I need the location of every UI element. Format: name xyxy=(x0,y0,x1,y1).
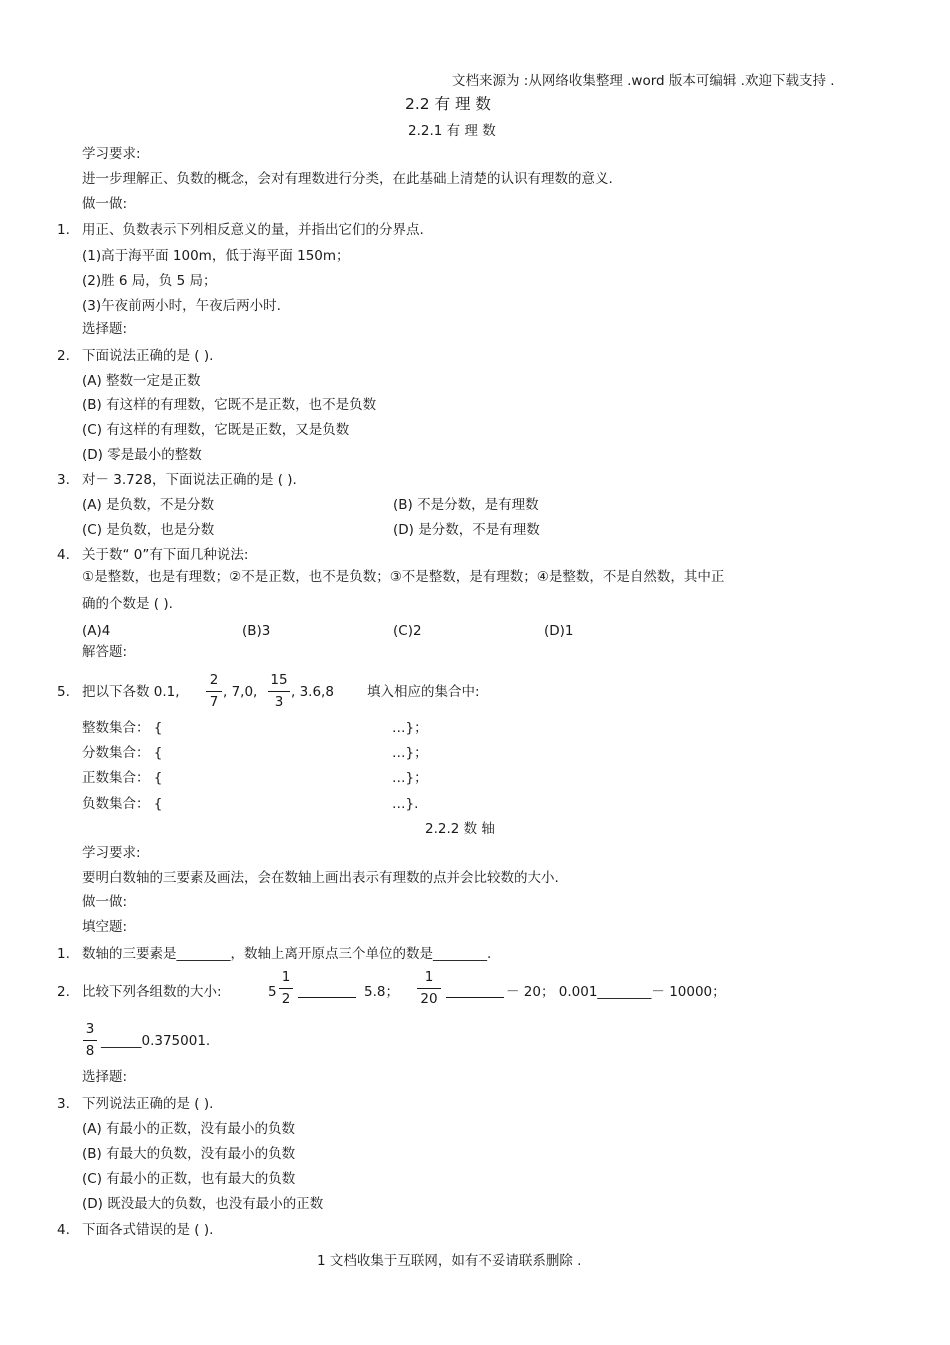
fraction-bar xyxy=(279,988,293,989)
fraction-3-8 xyxy=(83,1021,97,1060)
fraction-denominator: 7 xyxy=(209,694,219,710)
s1-q3-number: 3. xyxy=(57,472,70,488)
s2-q1-number: 1. xyxy=(57,946,70,962)
set-end: …}. xyxy=(392,796,419,812)
fraction-denominator: 20 xyxy=(420,991,438,1007)
fraction-denominator: 8 xyxy=(85,1043,95,1059)
s1-q5-text-a: 把以下各数 0.1, xyxy=(82,684,180,700)
s1-q3-option: (D) 是分数，不是有理数 xyxy=(393,522,540,538)
s1-q4-text: 关于数“ 0”有下面几种说法: xyxy=(82,547,249,563)
s1-q3-option: (C) 是负数，也是分数 xyxy=(82,522,215,538)
page-title: 2.2 有 理 数 xyxy=(405,95,491,113)
fraction-15-3 xyxy=(268,672,290,711)
set-end: …}； xyxy=(392,770,428,786)
s2-q2-number: 2. xyxy=(57,984,70,1000)
set-label: 分数集合： { xyxy=(82,745,163,761)
s1-q3-option: (B) 不是分数，是有理数 xyxy=(393,497,539,513)
s1-q1-item: (1)高于海平面 100m，低于海平面 150m； xyxy=(82,248,350,264)
s2-requirement-text: 要明白数轴的三要素及画法，会在数轴上画出表示有理数的点并会比较数的大小. xyxy=(82,870,559,886)
s1-requirement-label: 学习要求: xyxy=(82,146,141,162)
s2-q4-number: 4. xyxy=(57,1222,70,1238)
set-label: 正数集合： { xyxy=(82,770,163,786)
section-2-title: 2.2.2 数 轴 xyxy=(425,821,495,837)
s1-q4-line3: 确的个数是 ( ). xyxy=(82,596,173,612)
page-footer: 1 文档收集于互联网，如有不妥请联系删除 . xyxy=(317,1253,582,1269)
s1-q5-text-d: 填入相应的集合中: xyxy=(367,684,480,700)
s1-q4-option: (D)1 xyxy=(544,623,574,639)
s1-q2-option: (B) 有这样的有理数，它既不是正数，也不是负数 xyxy=(82,397,377,413)
fraction-numerator: 1 xyxy=(281,969,291,985)
s2-q3-option: (B) 有最大的负数，没有最小的负数 xyxy=(82,1146,296,1162)
s1-q2-text: 下面说法正确的是 ( ). xyxy=(82,348,214,364)
s1-q2-option: (D) 零是最小的整数 xyxy=(82,447,202,463)
s1-q2-option: (A) 整数一定是正数 xyxy=(82,373,201,389)
s1-answer-label: 解答题: xyxy=(82,644,128,660)
fraction-bar xyxy=(417,988,441,989)
s2-q4-text: 下面各式错误的是 ( ). xyxy=(82,1222,214,1238)
s1-q4-option: (C)2 xyxy=(393,623,422,639)
fraction-bar xyxy=(268,691,290,692)
s1-q2-number: 2. xyxy=(57,348,70,364)
s1-q5-text-b: , 7,0, xyxy=(223,684,258,700)
fraction-denominator: 3 xyxy=(274,694,284,710)
s2-q2-text: 比较下列各组数的大小: xyxy=(82,984,222,1000)
s1-q4-line2: ①是整数，也是有理数；②不是正数，也不是负数；③不是整数，是有理数；④是整数，不是自然数，其中正 xyxy=(82,569,725,585)
fraction-numerator: 2 xyxy=(209,672,219,688)
fraction-denominator: 2 xyxy=(281,991,291,1007)
mixed-number-whole: 5 xyxy=(268,984,277,1000)
s1-q4-number: 4. xyxy=(57,547,70,563)
s1-q5-text-c: , 3.6,8 xyxy=(291,684,334,700)
s2-q2-part-c: ______0.375001. xyxy=(101,1033,211,1049)
answer-blank xyxy=(298,984,356,998)
fraction-numerator: 3 xyxy=(85,1021,95,1037)
s2-q3-text: 下列说法正确的是 ( ). xyxy=(82,1096,214,1112)
fraction-bar xyxy=(83,1040,97,1041)
s1-choice-label: 选择题: xyxy=(82,321,128,337)
fraction-bar xyxy=(206,691,222,692)
s1-q1-item: (3)午夜前两小时，午夜后两小时. xyxy=(82,298,281,314)
s1-q4-option: (B)3 xyxy=(242,623,271,639)
fraction-1-2 xyxy=(279,969,293,1008)
set-label: 整数集合： { xyxy=(82,720,163,736)
answer-blank xyxy=(446,984,504,998)
s2-q1-text: 数轴的三要素是________，数轴上离开原点三个单位的数是________. xyxy=(82,946,492,962)
s1-q3-text: 对－ 3.728，下面说法正确的是 ( ). xyxy=(82,472,297,488)
s2-q3-option: (A) 有最小的正数，没有最小的负数 xyxy=(82,1121,296,1137)
s1-q1-item: (2)胜 6 局，负 5 局； xyxy=(82,273,217,289)
s2-q3-number: 3. xyxy=(57,1096,70,1112)
fraction-numerator: 1 xyxy=(424,969,434,985)
s2-requirement-label: 学习要求: xyxy=(82,845,141,861)
s2-fill-label: 填空题: xyxy=(82,919,128,935)
set-end: …}； xyxy=(392,720,428,736)
s1-q5-number: 5. xyxy=(57,684,70,700)
s2-choice-label: 选择题: xyxy=(82,1069,128,1085)
s1-q4-option: (A)4 xyxy=(82,623,111,639)
s2-q3-option: (C) 有最小的正数，也有最大的负数 xyxy=(82,1171,296,1187)
s1-requirement-text: 进一步理解正、负数的概念，会对有理数进行分类，在此基础上清楚的认识有理数的意义. xyxy=(82,171,613,187)
s1-do-label: 做一做: xyxy=(82,196,128,212)
fraction-numerator: 15 xyxy=(270,672,288,688)
section-1-title: 2.2.1 有 理 数 xyxy=(408,123,496,139)
s1-q1-text: 用正、负数表示下列相反意义的量，并指出它们的分界点. xyxy=(82,222,424,238)
fraction-1-20 xyxy=(417,969,441,1008)
s2-do-label: 做一做: xyxy=(82,894,128,910)
page-header: 文档来源为 :从网络收集整理 .word 版本可编辑 .欢迎下载支持 . xyxy=(452,73,835,89)
fraction-2-7 xyxy=(206,672,222,711)
s2-q2-part-b: － 20； 0.001________－ 10000； xyxy=(506,984,726,1000)
set-end: …}； xyxy=(392,745,428,761)
s2-q3-option: (D) 既没最大的负数，也没有最小的正数 xyxy=(82,1196,324,1212)
s1-q1-number: 1. xyxy=(57,222,70,238)
s1-q3-option: (A) 是负数，不是分数 xyxy=(82,497,215,513)
set-label: 负数集合： { xyxy=(82,796,163,812)
s1-q2-option: (C) 有这样的有理数，它既是正数，又是负数 xyxy=(82,422,350,438)
s2-q2-part-a: 5.8； xyxy=(364,984,399,1000)
